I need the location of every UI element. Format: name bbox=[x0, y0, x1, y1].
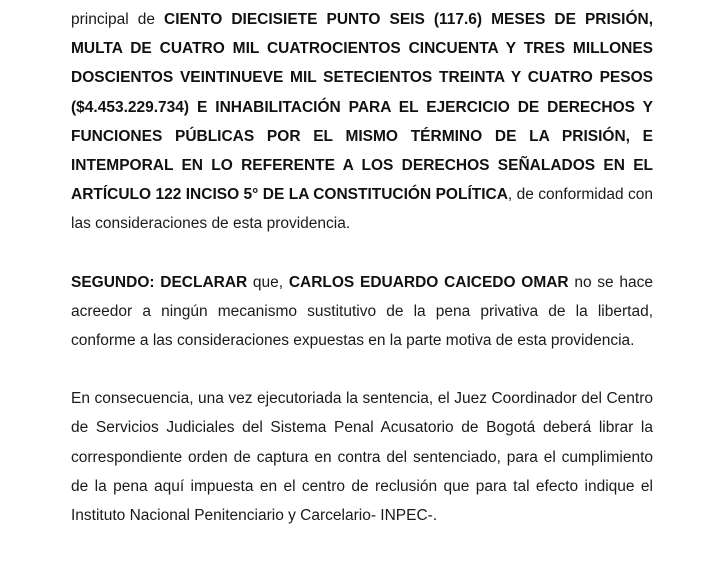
sentence-terms-bold: CIENTO DIECISIETE PUNTO SEIS (117.6) MESES DE PRISIÓN, MULTA DE CUATRO MIL CUATROCIENTOS CINCUENTA Y TRES MILLONES DOSCIENTOS VEINTINUEVE MIL SETECIENTOS TREINTA Y CUATRO PESOS ($4.453.229.734) E INHABILITACIÓN PARA EL EJERCICIO DE DERECHOS Y FUNCIONES PÚBLICAS POR EL MISMO TÉRMINO DE LA PRISIÓN, E INTEMPORAL EN LO REFERENTE A LOS DERECHOS SEÑALADOS EN EL ARTÍCULO 122 INCISO 5° DE LA CONSTITUCIÓN POLÍTICA bbox=[71, 11, 654, 204]
consequence-paragraph: En consecuencia, una vez ejecutoriada la sentencia, el Juez Coordinador del Centro de Servicios Judiciales del Sistema Penal Acusatorio de Bogotá deberá librar la correspondiente orden de captura en contra del sentenciado, para el cumplimiento de la pena aquí impuesta en el centro de reclusión que para tal efecto indique el Instituto Nacional Penitenciario y Carcelario- INPEC-. bbox=[71, 390, 653, 525]
connector-text: que, bbox=[247, 273, 289, 291]
paragraph-spacer bbox=[71, 239, 653, 268]
paragraph-tail-text: , de conformidad con las consideraciones de esta providencia. bbox=[71, 186, 653, 233]
paragraph-lead-text: principal de bbox=[71, 11, 165, 28]
second-resolution-paragraph bbox=[71, 268, 653, 356]
paragraph-spacer bbox=[71, 355, 653, 384]
sentence-paragraph bbox=[71, 5, 653, 239]
document-page bbox=[71, 5, 653, 530]
resolution-body-text: no se hace acreedor a ningún mecanismo sustitutivo de la pena privativa de la libertad, conforme a las consideraciones expuestas en la parte motiva de esta providencia. bbox=[71, 273, 653, 350]
resolution-heading-bold: SEGUNDO: DECLARAR bbox=[71, 273, 248, 291]
defendant-name-bold: CARLOS EDUARDO CAICEDO OMAR bbox=[288, 273, 569, 291]
